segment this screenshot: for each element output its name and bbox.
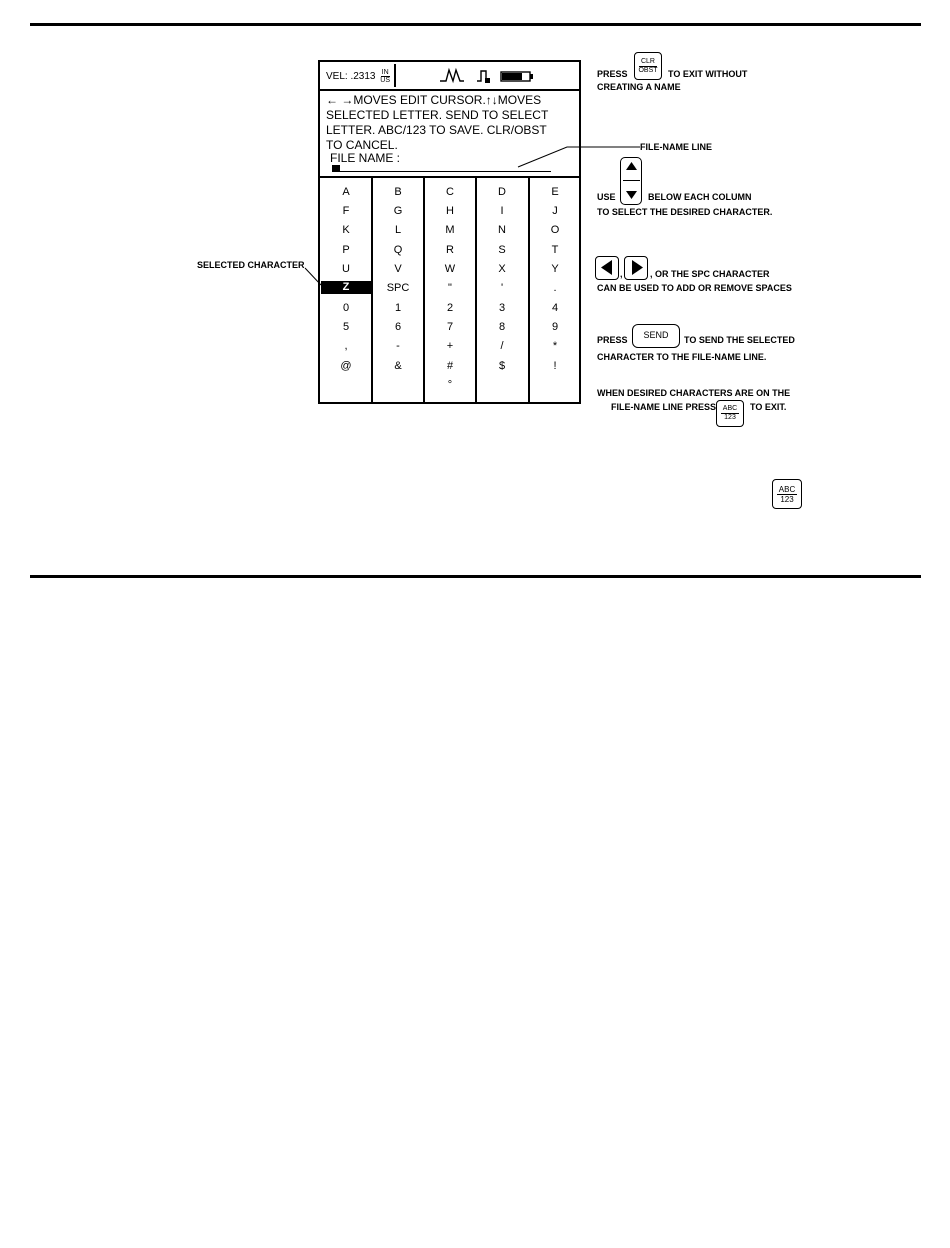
exit-without-text: TO EXIT WITHOUT [668,69,748,79]
instruction-line-1: ← →MOVES EDIT CURSOR.↑↓MOVES [326,93,542,107]
pointer-lines [0,0,950,600]
file-name-line-press-text: FILE-NAME LINE PRESS [611,402,717,412]
character-cell[interactable]: 8 [498,321,506,333]
bottom-rule [30,575,921,578]
character-cell[interactable]: T [551,244,559,256]
character-cell[interactable]: 9 [551,321,559,333]
file-name-label: FILE NAME : [330,151,401,165]
character-cell[interactable]: " [448,282,452,294]
press-send-text: PRESS [597,335,628,345]
character-cell[interactable]: H [446,205,454,217]
creating-name-text: CREATING A NAME [597,82,681,92]
character-cell[interactable]: & [394,360,402,372]
up-down-key[interactable] [620,157,642,205]
character-cell[interactable]: ! [553,360,557,372]
abc-123-key[interactable] [716,400,744,427]
character-cell[interactable]: I [500,205,504,217]
character-cell[interactable]: P [342,244,350,256]
selected-character-cell[interactable]: Z [321,281,371,294]
character-cell[interactable]: # [446,360,454,372]
abc-key-top: ABC [722,405,738,412]
character-to-line-text: CHARACTER TO THE FILE-NAME LINE. [597,352,767,362]
character-cell[interactable]: 3 [498,302,506,314]
character-cell[interactable]: M [445,224,455,236]
character-cell[interactable]: B [394,186,402,198]
character-cell[interactable]: 0 [342,302,350,314]
character-cell[interactable]: A [342,186,350,198]
instruction-line-3: LETTER. ABC/123 TO SAVE. CLR/OBST [326,123,547,137]
character-cell[interactable]: SPC [386,282,410,294]
instruction-line-4: TO CANCEL. [326,138,398,152]
character-cell[interactable]: G [393,205,403,217]
clr-key-top: CLR [640,57,655,65]
character-cell[interactable]: E [551,186,559,198]
select-desired-text: TO SELECT THE DESIRED CHARACTER. [597,207,773,217]
character-cell[interactable]: V [394,263,402,275]
abc-standalone-bottom: 123 [780,494,794,504]
character-cell[interactable]: J [552,205,558,217]
character-cell[interactable]: N [498,224,506,236]
character-cell[interactable]: ' [500,282,504,294]
character-cell[interactable]: . [553,282,557,294]
character-cell[interactable]: K [342,224,350,236]
press-clr-text: PRESS [597,69,628,79]
velocity-unit-bottom: US [380,77,390,84]
character-cell[interactable]: 7 [446,321,454,333]
character-cell[interactable]: @ [340,360,352,372]
selected-character-pointer [305,268,321,285]
selected-character-annotation: SELECTED CHARACTER [197,260,305,270]
abc-123-key-standalone[interactable] [772,479,802,509]
character-cell[interactable]: 2 [446,302,454,314]
comma-text: , [620,269,623,279]
character-cell[interactable]: S [498,244,506,256]
to-exit-text: TO EXIT. [750,402,787,412]
character-cell[interactable]: $ [498,360,506,372]
character-cell[interactable]: - [396,340,400,352]
character-cell[interactable]: 6 [394,321,402,333]
character-cell[interactable]: 5 [342,321,350,333]
add-remove-spaces-text: CAN BE USED TO ADD OR REMOVE SPACES [597,283,792,293]
character-cell[interactable]: F [342,205,350,217]
abc-standalone-top: ABC [778,484,796,494]
spc-character-text: , OR THE SPC CHARACTER [650,269,770,279]
right-arrow-icon [626,257,647,278]
clr-obst-key[interactable] [634,52,662,80]
character-cell[interactable]: * [552,340,558,352]
character-cell[interactable]: Q [393,244,403,256]
send-selected-text: TO SEND THE SELECTED [684,335,795,345]
up-down-arrows-icon [622,158,641,203]
left-arrow-key[interactable] [595,256,619,280]
velocity-unit-top: IN [381,69,389,76]
when-desired-text: WHEN DESIRED CHARACTERS ARE ON THE [597,388,791,398]
character-cell[interactable]: X [498,263,506,275]
send-key[interactable]: SEND [632,324,680,348]
character-cell[interactable]: R [446,244,454,256]
file-name-line-annotation: FILE-NAME LINE [640,142,712,152]
character-cell[interactable]: / [500,340,504,352]
instruction-line-2: SELECTED LETTER. SEND TO SELECT [326,108,549,122]
character-cell[interactable]: Y [551,263,559,275]
character-cell[interactable]: 4 [551,302,559,314]
right-arrow-key[interactable] [624,256,648,280]
character-cell[interactable]: L [394,224,402,236]
below-each-column-text: BELOW EACH COLUMN [648,192,752,202]
character-cell[interactable]: ° [447,379,453,391]
use-text: USE [597,192,616,202]
clr-key-bottom: OBST [638,66,658,74]
velocity-value: VEL: .2313 [326,71,376,83]
character-cell[interactable]: W [444,263,456,275]
left-arrow-icon [597,257,618,278]
abc-key-bottom: 123 [724,414,736,421]
character-cell[interactable]: C [446,186,454,198]
character-cell[interactable]: , [344,340,348,352]
character-cell[interactable]: 1 [394,302,402,314]
character-cell[interactable]: + [446,340,454,352]
character-cell[interactable]: U [342,263,350,275]
character-cell[interactable]: D [498,186,506,198]
character-cell[interactable]: O [550,224,560,236]
